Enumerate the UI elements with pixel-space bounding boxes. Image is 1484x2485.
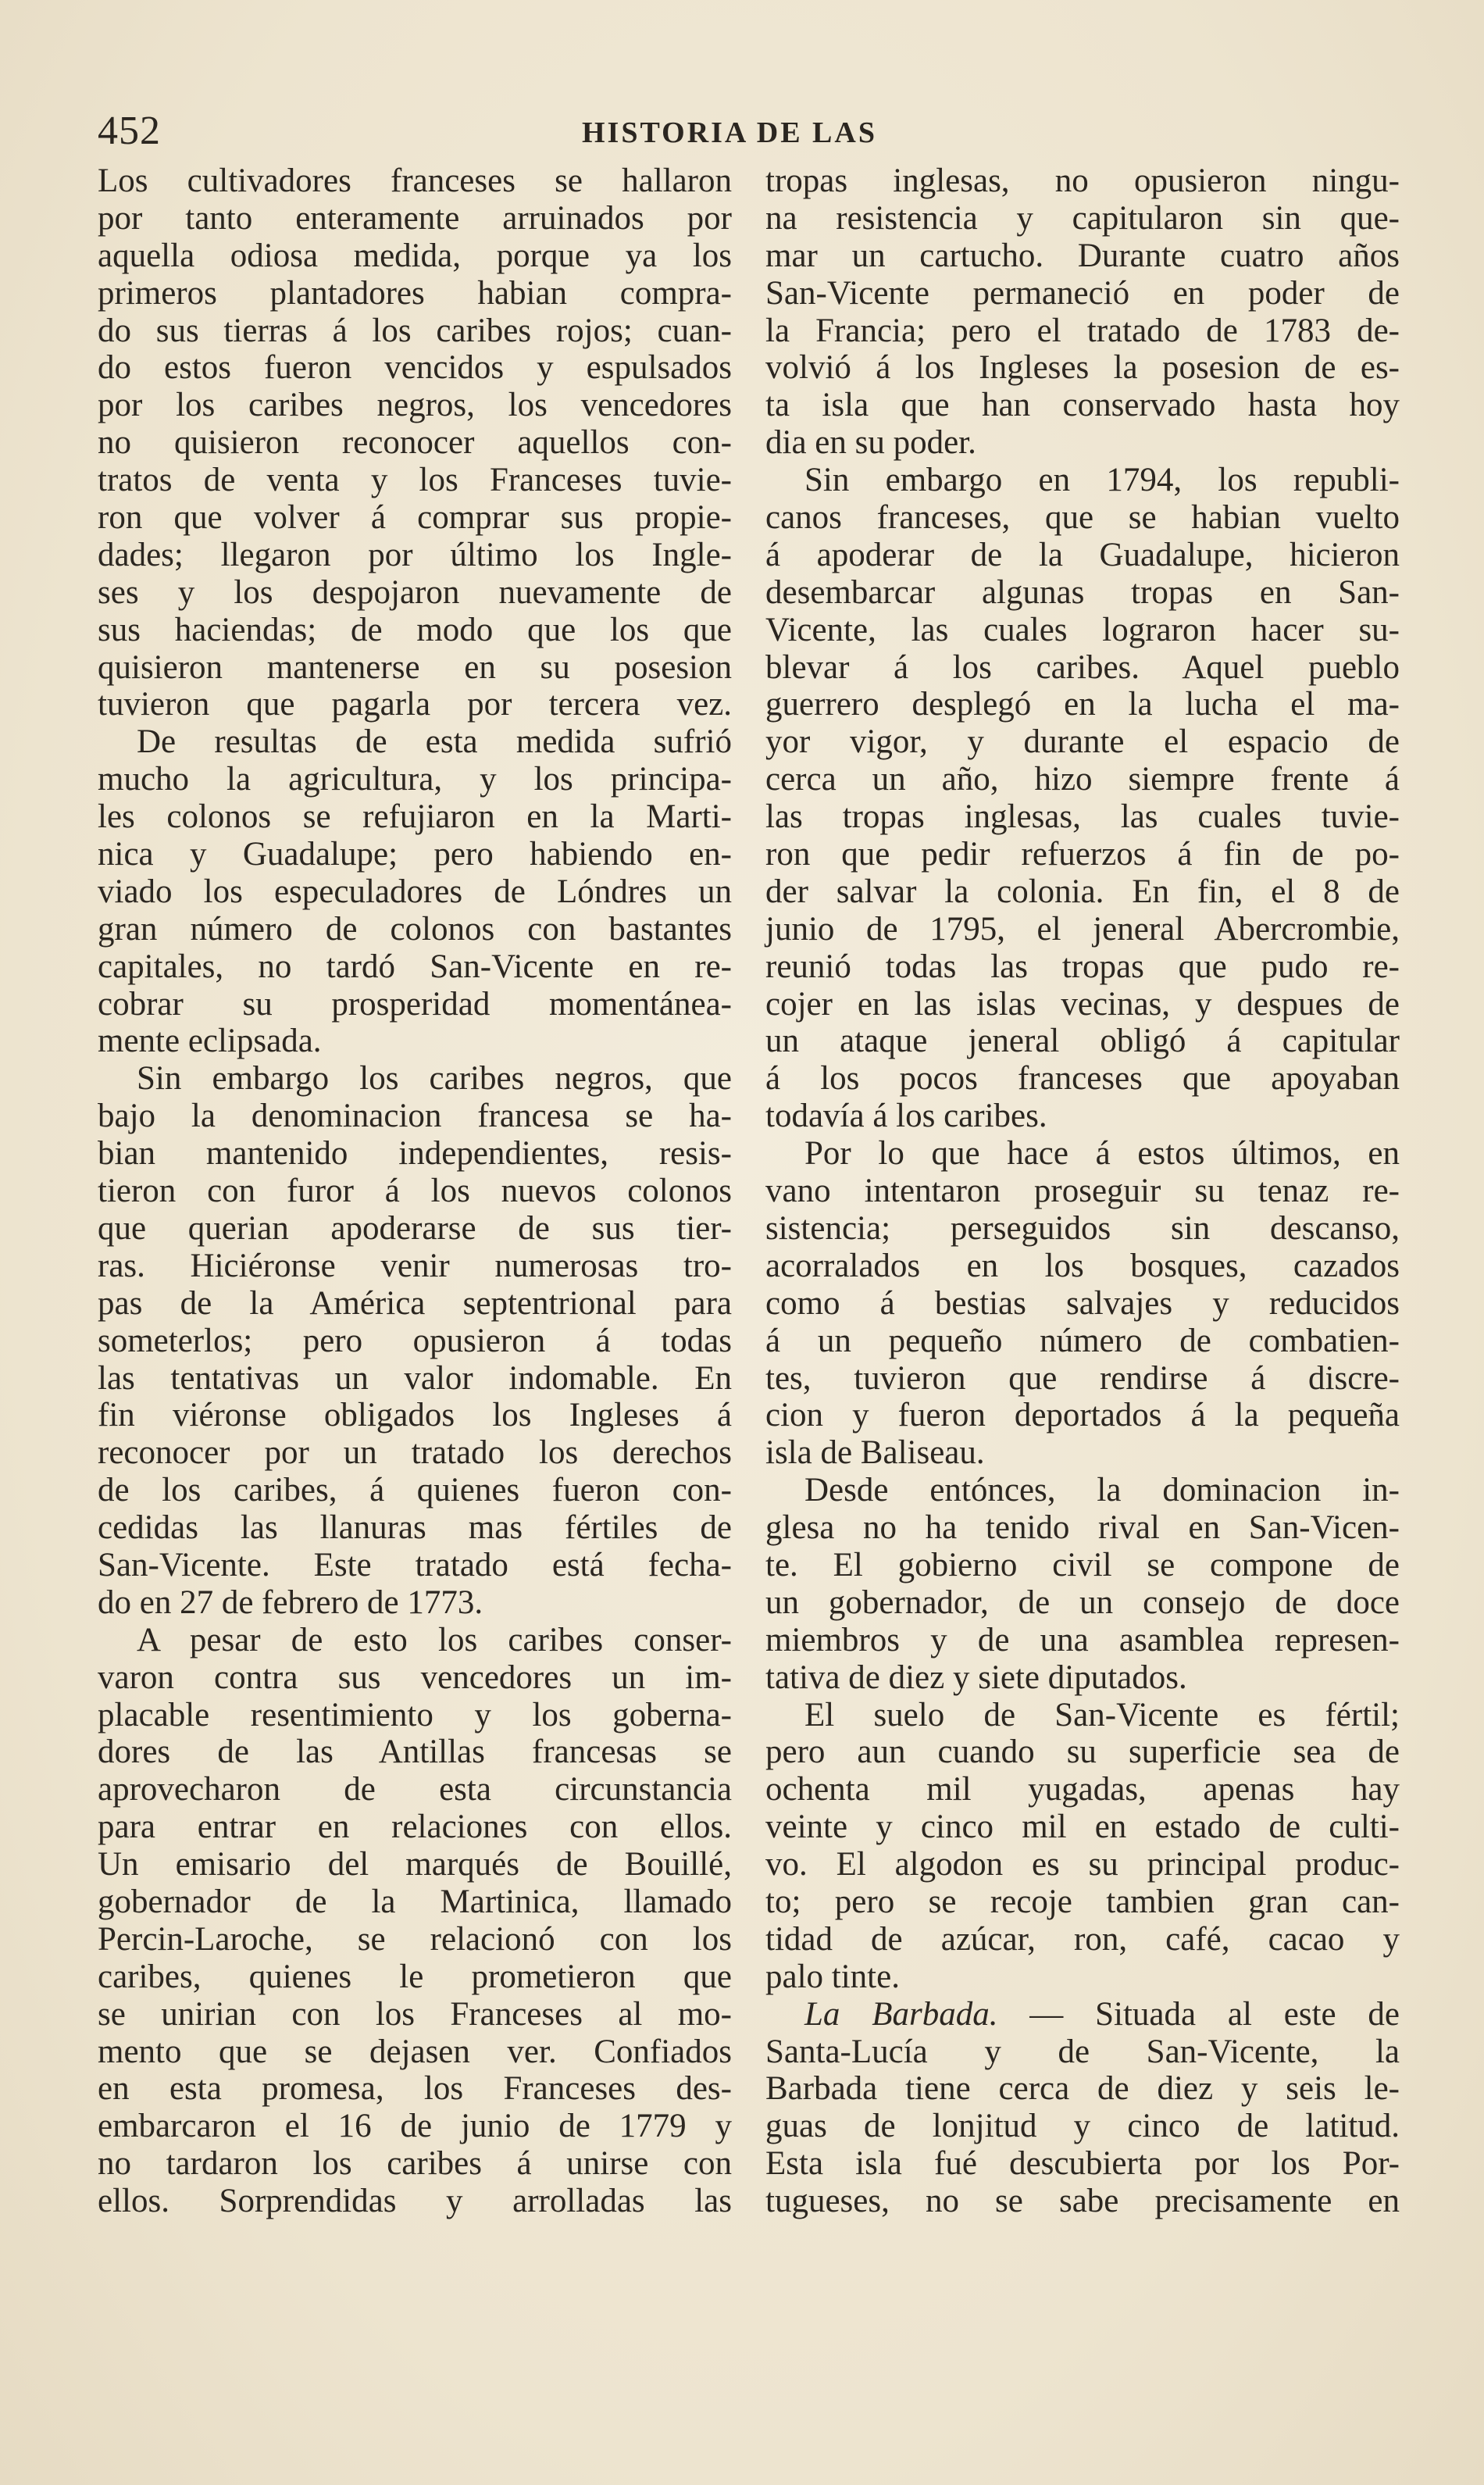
section-start-line [765,1996,1400,2033]
text-line: San-Vicente. Este tratado está fecha- [98,1546,732,1583]
text-line: cerca un año, hizo siempre frente á [765,761,1400,798]
text-line: en esta promesa, los Franceses des- [98,2070,732,2108]
text-line: gobernador de la Martinica, llamado [98,1883,732,1920]
text-line: Los cultivadores franceses se hallaron [98,162,732,199]
text-line: mento que se dejasen ver. Confiados [98,2033,732,2070]
paragraph-end-line: palo tinte. [765,1958,900,1995]
paragraph-end-line: isla de Baliseau. [765,1434,985,1472]
text-line: para entrar en relaciones con ellos. [98,1808,732,1846]
text-line: Un emisario del marqués de Bouillé, [98,1846,732,1883]
text-line: blevar á los caribes. Aquel pueblo [765,648,1400,686]
text-line: te. El gobierno civil se compone de [765,1546,1400,1583]
text-line: acorralados en los bosques, cazados [765,1247,1400,1284]
text-line: capitales, no tardó San-Vicente en re- [98,948,732,985]
text-line: varon contra sus vencedores un im- [98,1658,732,1696]
text-line: der salvar la colonia. En fin, el 8 de [765,873,1400,910]
text-line: aprovecharon de esta circunstancia [98,1771,732,1808]
text-line: reconocer por un tratado los derechos [98,1434,732,1472]
section-heading: La Barbada. [804,1995,998,2033]
text-line: un gobernador, de un consejo de doce [765,1583,1400,1621]
text-line: Santa-Lucía y de San-Vicente, la [765,2033,1400,2070]
text-line: de los caribes, á quienes fueron con- [98,1472,732,1509]
text-line: tieron con furor á los nuevos colonos [98,1173,732,1210]
text-line: bajo la denominacion francesa se ha- [98,1098,732,1135]
paragraph-start-line: Sin embargo los caribes negros, que [137,1060,732,1098]
text-line: tidad de azúcar, ron, café, cacao y [765,1920,1400,1958]
text-line: desembarcar algunas tropas en San- [765,573,1400,611]
text-line: mucho la agricultura, y los principa- [98,761,732,798]
text-line: pas de la América septentrional para [98,1284,732,1322]
text-line: vano intentaron proseguir su tenaz re- [765,1173,1400,1210]
paragraph-start-line: Por lo que hace á estos últimos, en [804,1135,1400,1173]
text-line: cojer en las islas vecinas, y despues de [765,985,1400,1023]
text-line: do estos fueron vencidos y espulsados [98,349,732,387]
text-line: cion y fueron deportados á la pequeña [765,1397,1400,1434]
text-line: reunió todas las tropas que pudo re- [765,948,1400,985]
paragraph-end-line: mente eclipsada. [98,1023,322,1060]
text-line: sistencia; perseguidos sin descanso, [765,1209,1400,1247]
text-line: veinte y cinco mil en estado de culti- [765,1808,1400,1846]
paragraph-end-line: dia en su poder. [765,424,976,462]
paragraph-end-line: tativa de diez y siete diputados. [765,1658,1187,1696]
text-line: ron que pedir refuerzos á fin de po- [765,836,1400,873]
text-line: volvió á los Ingleses la posesion de es- [765,349,1400,387]
text-line: Esta isla fué descubierta por los Por- [765,2145,1400,2183]
text-line: á un pequeño número de combatien- [765,1322,1400,1359]
paragraph-end-line: do en 27 de febrero de 1773. [98,1583,483,1621]
left-column [98,162,732,2220]
text-line: tuvieron que pagarla por tercera vez. [98,686,732,723]
section-heading-continuation: — Situada al este de [1029,1995,1400,2033]
text-line: las tropas inglesas, las cuales tuvie- [765,798,1400,836]
text-line: á los pocos franceses que apoyaban [765,1060,1400,1098]
text-line: cedidas las llanuras mas fértiles de [98,1509,732,1547]
text-line: ellos. Sorprendidas y arrolladas las [98,2183,732,2220]
text-line: Barbada tiene cerca de diez y seis le- [765,2070,1400,2108]
page-number: 452 [98,109,161,153]
text-line: ses y los despojaron nuevamente de [98,573,732,611]
text-line: pero aun cuando su superficie sea de [765,1733,1400,1771]
text-line: guas de lonjitud y cinco de latitud. [765,2108,1400,2145]
text-line: do sus tierras á los caribes rojos; cuan- [98,312,732,349]
text-line: canos franceses, que se habian vuelto [765,499,1400,537]
running-title: HISTORIA DE LAS [582,116,877,149]
text-line: á apoderar de la Guadalupe, hicieron [765,536,1400,573]
text-line: nica y Guadalupe; pero habiendo en- [98,836,732,873]
text-line: tes, tuvieron que rendirse á discre- [765,1359,1400,1397]
text-line: vo. El algodon es su principal produc- [765,1846,1400,1883]
text-line: yor vigor, y durante el espacio de [765,723,1400,761]
text-line: to; pero se recoje tambien gran can- [765,1883,1400,1920]
text-line: tugueses, no se sabe precisamente en [765,2183,1400,2220]
paragraph-end-line: todavía á los caribes. [765,1098,1047,1135]
text-line: na resistencia y capitularon sin que- [765,199,1400,237]
page-header [98,108,1398,155]
text-line: un ataque jeneral obligó á capitular [765,1023,1400,1060]
text-line: aquella odiosa medida, porque ya los [98,237,732,274]
text-line: glesa no ha tenido rival en San-Vicen- [765,1509,1400,1547]
right-column [765,162,1400,2220]
text-line: que querian apoderarse de sus tier- [98,1209,732,1247]
text-line: ta isla que han conservado hasta hoy [765,387,1400,424]
text-line: guerrero desplegó en la lucha el ma- [765,686,1400,723]
text-line: se unirian con los Franceses al mo- [98,1995,732,2033]
text-line: dades; llegaron por último los Ingle- [98,536,732,573]
text-line: placable resentimiento y los goberna- [98,1696,732,1733]
text-line: les colonos se refujiaron en la Marti- [98,798,732,836]
text-line: junio de 1795, el jeneral Abercrombie, [765,910,1400,948]
text-line: las tentativas un valor indomable. En [98,1359,732,1397]
text-line: la Francia; pero el tratado de 1783 de- [765,312,1400,349]
text-line: no tardaron los caribes á unirse con [98,2145,732,2183]
text-line: fin viéronse obligados los Ingleses á [98,1397,732,1434]
text-line: sus haciendas; de modo que los que [98,611,732,648]
text-line: Percin-Laroche, se relacionó con los [98,1920,732,1958]
text-line: viado los especuladores de Lóndres un [98,873,732,910]
text-line: miembros y de una asamblea represen- [765,1621,1400,1658]
text-line: someterlos; pero opusieron á todas [98,1322,732,1359]
text-line: cobrar su prosperidad momentánea- [98,985,732,1023]
text-line: gran número de colonos con bastantes [98,910,732,948]
text-line: bian mantenido independientes, resis- [98,1135,732,1173]
text-line: ochenta mil yugadas, apenas hay [765,1771,1400,1808]
paragraph-start-line: Desde entónces, la dominacion in- [804,1472,1400,1509]
paragraph-start-line: A pesar de esto los caribes conser- [137,1621,732,1658]
text-line: ras. Hiciéronse venir numerosas tro- [98,1247,732,1284]
text-line: por tanto enteramente arruinados por [98,199,732,237]
text-line: Vicente, las cuales lograron hacer su- [765,611,1400,648]
text-line: tratos de venta y los Franceses tuvie- [98,462,732,499]
text-line: embarcaron el 16 de junio de 1779 y [98,2108,732,2145]
paragraph-start-line: Sin embargo en 1794, los republi- [804,462,1400,499]
text-line: primeros plantadores habian compra- [98,274,732,312]
text-line: tropas inglesas, no opusieron ningu- [765,162,1400,199]
text-line: mar un cartucho. Durante cuatro años [765,237,1400,274]
paragraph-start-line: De resultas de esta medida sufrió [137,723,732,761]
text-line: como á bestias salvajes y reducidos [765,1284,1400,1322]
text-line: quisieron mantenerse en su posesion [98,648,732,686]
paragraph-start-line: El suelo de San-Vicente es fértil; [804,1696,1400,1733]
text-line: dores de las Antillas francesas se [98,1733,732,1771]
text-line: caribes, quienes le prometieron que [98,1958,732,1995]
text-line: ron que volver á comprar sus propie- [98,499,732,537]
text-line: San-Vicente permaneció en poder de [765,274,1400,312]
text-line: no quisieron reconocer aquellos con- [98,424,732,462]
text-line: por los caribes negros, los vencedores [98,387,732,424]
